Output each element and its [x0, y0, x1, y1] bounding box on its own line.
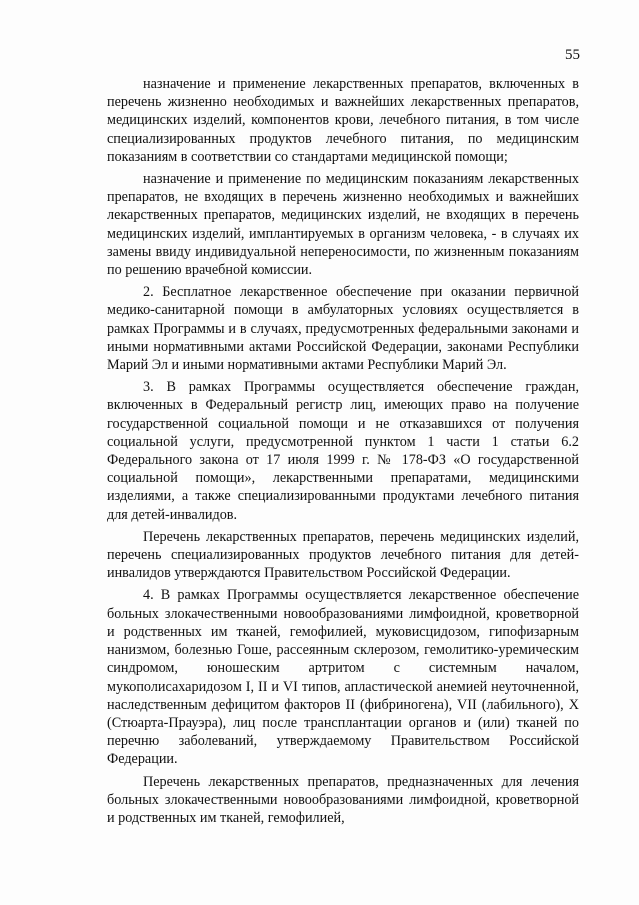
paragraph-prescription-essential-drugs: назначение и применение лекарственных препаратов, включенных в перечень жизненно необходимых и важнейших лекарственных препаратов, медицинских изделий, компонентов крови, лечебного питания, в том числе специализированных продуктов лечебного питания, по медицинским показаниям в соответствии со стандартами медицинской помощи; [107, 76, 579, 165]
document-body [107, 75, 579, 831]
paragraph-list-of-drugs-oncology: Перечень лекарственных препаратов, предназначенных для лечения больных злокачественными новообразованиями лимфоидной, кроветворной и родственных им тканей, гемофилией, [107, 773, 579, 826]
paragraph-item-3-federal-register: 3. В рамках Программы осуществляется обеспечение граждан, включенных в Федеральный регистр лиц, имеющих право на получение государственной социальной помощи и не отказавшихся от получения социальной услуги, предусмотренной пунктом 1 части 1 статьи 6.2 Федерального закона от 17 июля 1999 г. № 178-ФЗ «О государственной социальной помощи», лекарственными препаратами, медицинскими изделиями, а также специализированными продуктами лечебного питания для детей-инвалидов. [107, 379, 579, 523]
paragraph-item-2-free-drug-provision: 2. Бесплатное лекарственное обеспечение при оказании первичной медико-санитарной помощи в амбулаторных условиях осуществляется в рамках Программы и в случаях, предусмотренных федеральными законами и иными нормативными актами Российской Федерации, законами Республики Марий Эл и иными нормативными актами Республики Марий Эл. [107, 284, 579, 374]
paragraph-prescription-non-essential-drugs: назначение и применение по медицинским показаниям лекарственных препаратов, не входящих в перечень жизненно необходимых и важнейших лекарственных препаратов, медицинских изделий, не входящих в перечень медицинских изделий, имплантируемых в организм человека, - в случаях их замены ввиду индивидуальной непереносимости, по жизненным показаниям по решению врачебной комиссии. [107, 171, 579, 279]
paragraph-item-4-specific-diseases: 4. В рамках Программы осуществляется лекарственное обеспечение больных злокачественными новообразованиями лимфоидной, кроветворной и родственных им тканей, гемофилией, муковисцидозом, гипофизарным нанизмом, болезнью Гоше, рассеянным склерозом, гемолитико-уремическим синдромом, юношеским артритом с системным началом, мукополисахаридозом I, II и VI типов, апластической анемией неуточненной, наследственным дефицитом факторов II (фибриногена), VII (лабильного), Х (Стюарта-Прауэра), лиц после трансплантации органов и (или) тканей по перечню заболеваний, утверждаемому Правительством Российской Федерации. [107, 587, 579, 768]
paragraph-lists-approved-by-government: Перечень лекарственных препаратов, перечень медицинских изделий, перечень специализированных продуктов лечебного питания для детей-инвалидов утверждаются Правительством Российской Федерации. [107, 528, 579, 582]
page-number: 55 [565, 47, 580, 63]
